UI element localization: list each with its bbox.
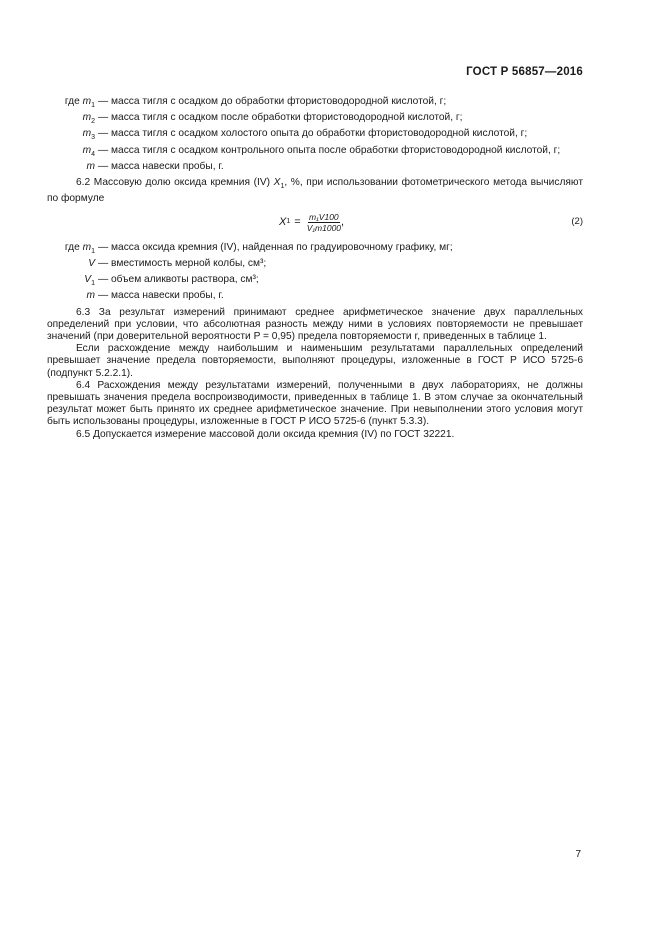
p62-text-a: 6.2 Массовую долю оксида кремния (IV) bbox=[76, 177, 274, 189]
definition-row bbox=[47, 161, 583, 177]
definition-row bbox=[47, 145, 583, 161]
definition-symbol: $m_4$ bbox=[82, 144, 95, 158]
definition-text: — масса навески пробы, г. bbox=[98, 160, 224, 172]
definition-row bbox=[47, 112, 583, 128]
paragraph-6-4: 6.4 Расхождения между результатами измерений, полученными в двух лабораториях, не должны превышать значения предела воспроизводимости, приведенных в таблице 1. В этом случае за окончательный результат может быть принято их среднее арифметическое значение. При невыполнении этого условия могут быть использованы процедуры, изложенные в ГОСТ Р ИСО 5725-6 (пункт 5.3.3). bbox=[47, 379, 583, 428]
formula-fraction bbox=[307, 212, 341, 233]
paragraph-6-2 bbox=[47, 177, 583, 205]
document-header: ГОСТ Р 56857—2016 bbox=[466, 66, 583, 78]
definition-text: — масса тигля с осадком холостого опыта до обработки фтористоводородной кислотой, г; bbox=[98, 128, 528, 140]
definition-text: — масса тигля с осадком до обработки фтористоводородной кислотой, г; bbox=[98, 96, 447, 107]
definition-row bbox=[47, 242, 583, 258]
formula-numerator: m₁V100 bbox=[309, 211, 339, 222]
definition-row bbox=[47, 290, 583, 306]
formula-2: X 1 = $\frac{\text{m₁V100}}{\text{V₁m1000}}$ , (2) bbox=[279, 211, 583, 233]
formula-lhs: X bbox=[279, 216, 287, 228]
definition-symbol: V bbox=[88, 257, 95, 269]
paragraph-6-5: 6.5 Допускается измерение массовой доли оксида кремния (IV) по ГОСТ 32221. bbox=[76, 428, 455, 440]
page-number: 7 bbox=[575, 849, 581, 860]
definition-text: — объем аликвоты раствора, см³; bbox=[98, 274, 259, 286]
definition-text: — масса навески пробы, г. bbox=[98, 290, 224, 302]
paragraph-6-3-continued: Если расхождение между наибольшим и наименьшим результатами параллельных определений превышает значение предела повторяемости, выполняют процедуры, изложенные в ГОСТ Р ИСО 5725-6 (подпункт 5.2.2.1). bbox=[47, 343, 583, 379]
definition-row bbox=[47, 128, 583, 144]
definition-text: — масса тигля с осадком контрольного опыта после обработки фтористоводородной кислотой, г; bbox=[98, 144, 561, 156]
definition-row bbox=[47, 96, 583, 112]
definition-text: — масса тигля с осадком после обработки фтористоводородной кислотой, г; bbox=[98, 112, 463, 124]
p62-symbol: X bbox=[273, 177, 281, 189]
definition-row bbox=[47, 258, 583, 274]
paragraph-6-3: 6.3 За результат измерений принимают среднее арифметическое значение двух параллельных определений при условии, что абсолютная разность между ними в условиях повторяемости не превышает значений (при доверительной вероятности P = 0,95) предела повторяемости r, приведенных в таблице 1. bbox=[47, 306, 583, 342]
document-body bbox=[47, 96, 583, 441]
formula-lhs-sub: 1 bbox=[286, 218, 291, 225]
p62-text-b: , %, при использовании фотометрического метода вычисляют по формуле bbox=[47, 177, 583, 205]
definition-symbol: m bbox=[86, 290, 95, 302]
definition-symbol: $m_2$ bbox=[82, 112, 95, 126]
definition-symbol: где $m_1$ bbox=[64, 241, 95, 255]
formula-number: (2) bbox=[571, 215, 583, 227]
definition-symbol: где $m_1$ bbox=[64, 96, 95, 110]
definition-symbol: m bbox=[86, 160, 95, 172]
definitions-list-1 bbox=[47, 96, 583, 177]
p62-symbol-sub: 1 bbox=[280, 183, 285, 191]
formula-denominator: V₁m1000 bbox=[306, 222, 342, 233]
definitions-list-2 bbox=[47, 242, 583, 307]
definition-symbol: $m_3$ bbox=[82, 128, 95, 142]
definition-symbol: $V_1$ bbox=[84, 274, 95, 288]
definition-row bbox=[47, 274, 583, 290]
definition-text: — масса оксида кремния (IV), найденная по градуировочному графику, мг; bbox=[98, 241, 453, 253]
definition-text: — вместимость мерной колбы, см³; bbox=[98, 257, 267, 269]
